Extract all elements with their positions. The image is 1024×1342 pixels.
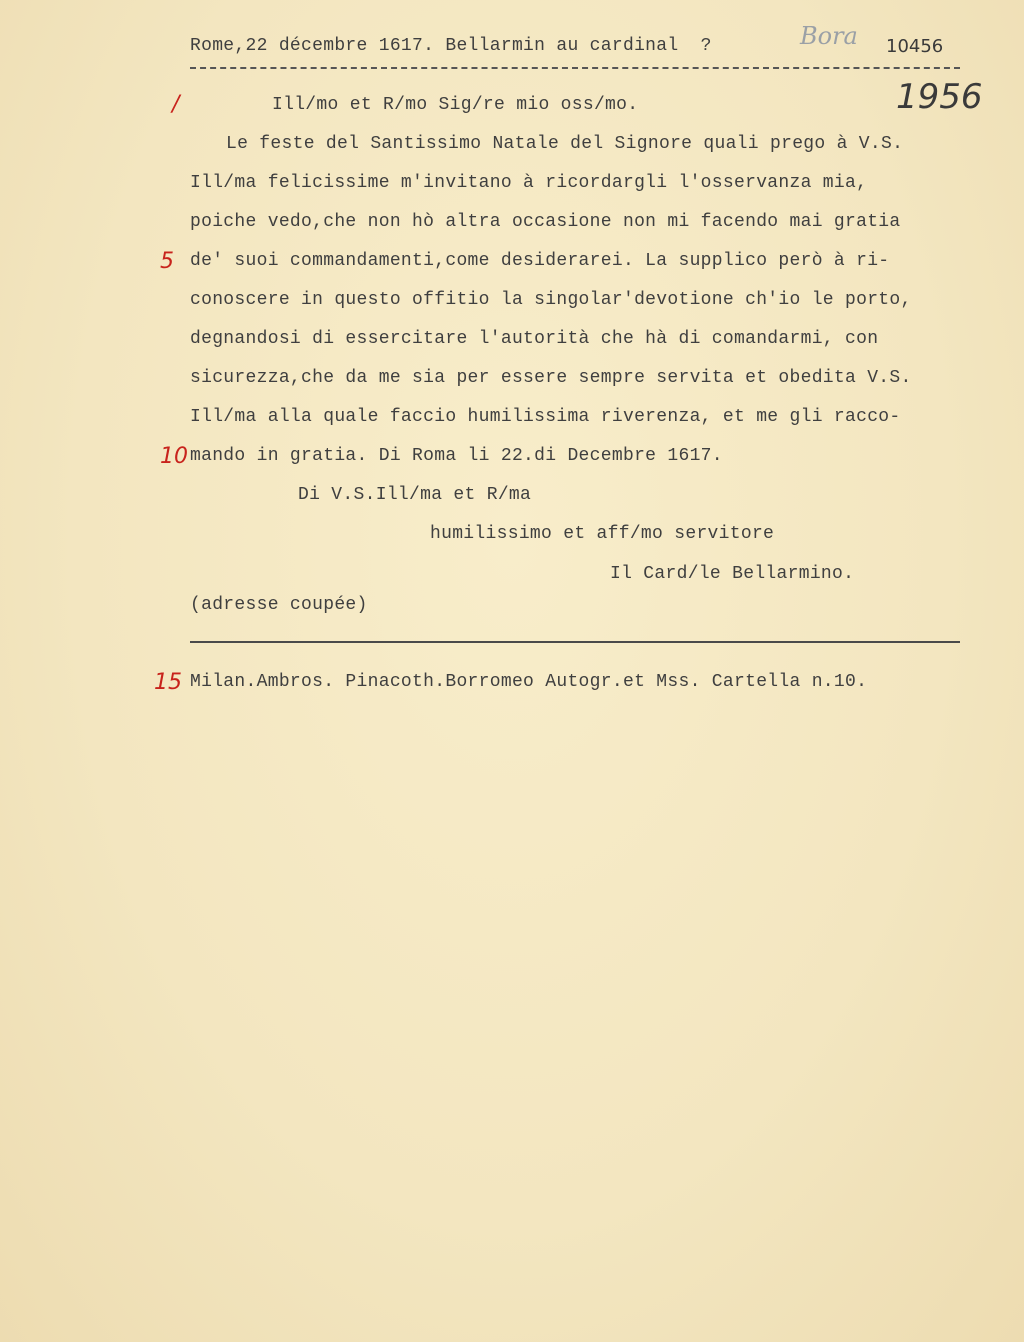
closing-servant: humilissimo et aff/mo servitore — [430, 524, 775, 544]
source-citation: Milan.Ambros. Pinacoth.Borromeo Autogr.et Mss. Cartella n.10. — [190, 672, 868, 692]
line-number-5: 5 — [160, 249, 174, 274]
body-line: conoscere in questo offitio la singolar'devotione ch'io le porto, — [190, 290, 912, 310]
document-header: Rome,22 décembre 1617. Bellarmin au cardinal ? — [190, 36, 712, 56]
body-line: mando in gratia. Di Roma li 22.di Decembre 1617. — [190, 446, 723, 466]
body-line: de' suoi commandamenti,come desiderarei. La supplico però à ri- — [190, 251, 890, 271]
body-line: Ill/ma alla quale faccio humilissima riverenza, et me gli racco- — [190, 407, 901, 427]
body-line: poiche vedo,che non hò altra occasione non mi facendo mai gratia — [190, 212, 901, 232]
body-line: Ill/ma felicissime m'invitano à ricordargli l'osservanza mia, — [190, 173, 868, 193]
line-number-15: 15 — [154, 670, 182, 695]
pencil-annotation: Bora — [800, 22, 858, 50]
body-line: Le feste del Santissimo Natale del Signore quali prego à V.S. — [226, 134, 904, 154]
archive-number-old: 10456 — [886, 36, 944, 57]
footer-rule — [190, 641, 960, 643]
line-number-10: 10 — [160, 444, 188, 469]
salutation: Ill/mo et R/mo Sig/re mio oss/mo. — [272, 95, 639, 115]
signature: Il Card/le Bellarmino. — [610, 564, 855, 584]
address-note: (adresse coupée) — [190, 595, 368, 615]
line-number-1: / — [172, 92, 180, 117]
archive-number-new: 1956 — [896, 77, 983, 117]
closing-formula: Di V.S.Ill/ma et R/ma — [298, 485, 532, 505]
header-dashed-rule — [190, 67, 960, 69]
body-line: sicurezza,che da me sia per essere sempre servita et obedita V.S. — [190, 368, 912, 388]
body-line: degnandosi di essercitare l'autorità che hà di comandarmi, con — [190, 329, 879, 349]
